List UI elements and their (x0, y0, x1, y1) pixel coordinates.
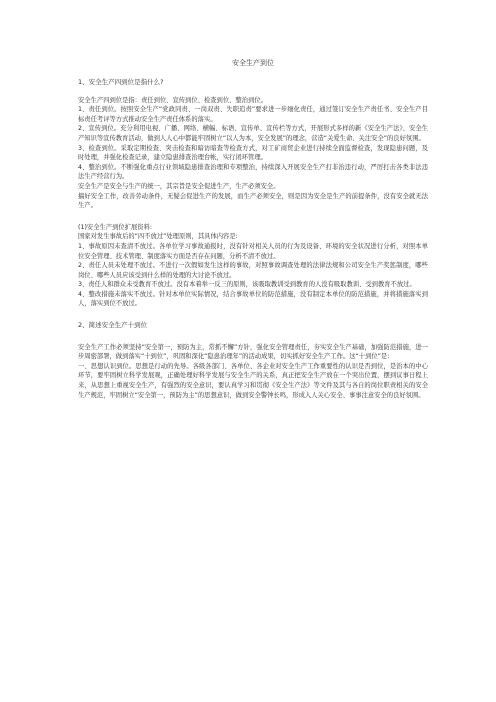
question-2-heading: 2、简述安全生产十到位 (78, 321, 148, 330)
item-publicity: 2、宣传到位。充分利用电视、广播、网络、横幅、标语、宣传单、宣传栏等方式，开展形式多样的新《安全生产法》、安全生产知识等宣传教育活动，做到人人心中都能牢固树立“以人为本，安全发展”的理念，营造“关爱生命、关注安全”的良好氛围。 (78, 125, 428, 142)
expand-title: (1)安全生产到位扩展资料: (78, 223, 153, 231)
ten-in-place-item-1: 一、思想认识到位。思想是行动的先导。各级各部门、各单位、各企业对安全生产工作重要性的认识是否到位，是治本的中心环节，要牢固树立科学发展观，正确处理好科学发展与安全生产的关系，真正把安全生产放在一个突出位置，摆到议事日程上来，从思想上重视安全生产，有强烈的安全意识，要认真学习和贯彻《安全生产法》等文件及其与各自的岗位职责相关的安全生产规范，牢固树立“安全第一，预防为主”的思想意识，做到安全警钟长鸣，形成人人关心安全、事事注意安全的良好氛围。 (78, 362, 428, 399)
expand-intro: 国家对发生事故后的“四不放过”处理原则，其具体内容是: (78, 233, 238, 241)
question-1-heading: 1、安全生产四到位是指什么? (78, 78, 164, 86)
ten-in-place-intro: 安全生产工作必须坚持“安全第一，预防为主，常抓不懈”方针，强化安全管理责任，夯实安全生产基础，加强防范措施，进一步周密部署，做到落实“十到位”，巩固和深化“隐患治理年”的活动成果，切实抓好安全生产工作。这“十到位”是: (78, 343, 428, 361)
summary-unity: 安全生产是安全与生产的统一，其宗旨是安全促进生产，生产必须安全。 (78, 182, 280, 190)
item-responsibility: 1、责任到位。按照安全生产“党政同责、一岗双责、失职追责”要求进一步细化责任，通过签订安全生产责任书、安全生产目标责任考评等方式推动安全生产责任体系的落实。 (78, 106, 428, 123)
rule-cause: 1、事故原因未查清不放过。各单位学习事故通报时，没有针对相关人员的行为及设备、环境的安全状况进行分析，对照本单位安全管理、技术管理、制度落实方面是否存在问题，分析不清不放过。 (78, 242, 428, 260)
document-title: 安全生产到位 (232, 59, 274, 67)
summary-conditions: 搞好安全工作，改善劳动条件，无疑会促进生产的发展，而生产必须安全，则是因为安全是生产的前提条件，没有安全就无法生产。 (78, 192, 428, 210)
four-in-place-intro: 安全生产四到位是指：责任到位、宣传到位、检查到位、整治到位。 (78, 96, 267, 104)
rule-education: 3、责任人和群众未受教育不放过。没有本着举一反三的原则，该吸取教训受到教育的人没有吸取教训、受到教育不放过。 (78, 281, 416, 289)
item-rectification: 4、整治到位。不断强化重点行业领域隐患排查治理和专项整治，持续深入开展安全生产打非治违行动，严厉打击各类非法违法生产经营行为。 (78, 163, 428, 181)
rule-responsible: 2、责任人员未处理不放过。不进行一次假如发生这样的事故，对照事故调查处理的法律法规和公司安全生产奖惩制度，哪些岗位、哪些人员应该受到什么样的处理的大讨论不放过。 (78, 262, 428, 279)
item-inspection: 3、检查到位。采取定期检查、突击检查和暗访暗查等检查方式，对工矿商贸企业进行持续全面监督检查，发现隐患问题，及时处理，并强化检查记录，建立隐患排查治理台帐，实行闭环管理。 (78, 144, 428, 162)
rule-measures: 4、整改措施未落实不放过。针对本单位实际情况，结合事故单位的防范措施，没有制定本单位的防范措施，并将措施落实到人，落实到位不放过。 (78, 290, 428, 308)
